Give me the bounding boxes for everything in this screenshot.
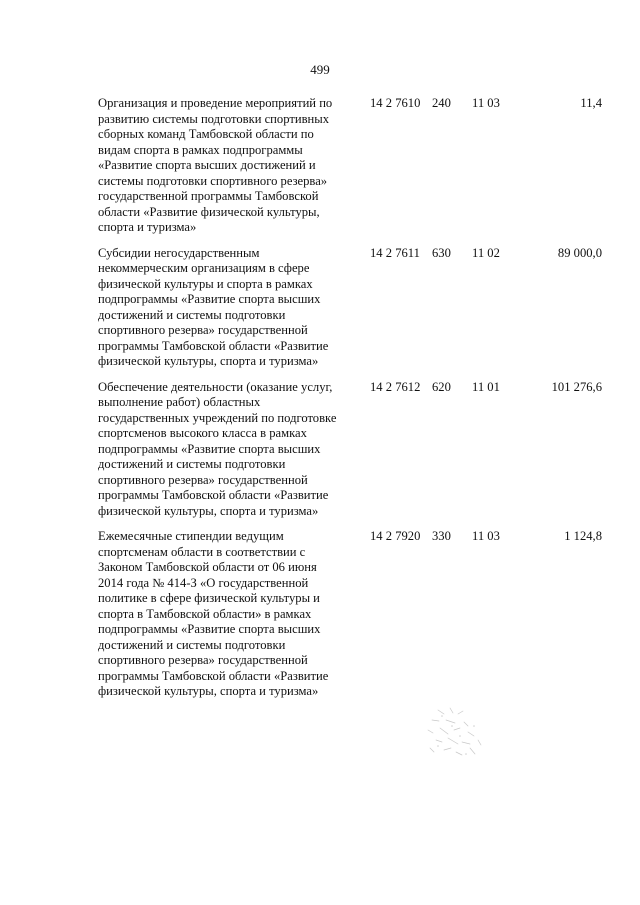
page-number: 499: [310, 62, 330, 77]
row-section-code: 11 03: [472, 529, 500, 543]
row-csr-code: 14 2 7611: [370, 245, 420, 260]
table-row: [98, 380, 602, 520]
row-amount: 89 000,0: [557, 245, 602, 260]
row-amount: 101 276,6: [551, 379, 602, 394]
row-csr-code: 14 2 7612: [370, 379, 421, 394]
table-row: [98, 529, 602, 700]
row-description: Субсидии негосударственным некоммерческим организациям в сфере физической культуры и спорта в рамках подпрограммы «Развитие спорта высших достижений и системы подготовки спортивного резерва» государственной программы Тамбовской области «Развитие физической культуры, спорта и туризма»: [98, 245, 329, 368]
table-row: [98, 246, 602, 370]
row-description: Обеспечение деятельности (оказание услуг, выполнение работ) областных государственных учреждений по подготовке спортсменов высокого класса в рамках подпрограммы «Развитие спорта высших достижений и системы подготовки спортивного резерва» государственной программы Тамбовской области «Развитие физической культуры, спорта и туризма»: [98, 379, 337, 518]
row-vr-code: 240: [432, 96, 451, 110]
row-vr-code: 330: [432, 529, 451, 543]
row-amount: 11,4: [580, 96, 602, 110]
row-description: Ежемесячные стипендии ведущим спортсменам области в соответствии с Законом Тамбовской области от 06 июня 2014 года № 414-З «О государственной политике в сфере физической культуры и спорта в Тамбовской области» в рамках подпрограммы «Развитие спорта высших достижений и системы подготовки спортивного резерва» государственной программы Тамбовской области «Развитие физической культуры, спорта и туризма»: [98, 529, 329, 698]
row-csr-code: 14 2 7920: [370, 529, 421, 543]
row-section-code: 11 02: [472, 245, 500, 260]
row-vr-code: 630: [432, 245, 451, 260]
row-section-code: 11 01: [472, 379, 500, 394]
row-vr-code: 620: [432, 379, 451, 394]
budget-table: [98, 96, 602, 710]
faint-stamp-mark: [418, 702, 488, 762]
row-csr-code: 14 2 7610: [370, 96, 421, 110]
table-row: [98, 96, 602, 236]
row-description: Организация и проведение мероприятий по развитию системы подготовки спортивных сборных команд Тамбовской области по видам спорта в рамках подпрограммы «Развитие спорта высших достижений и системы подготовки спортивного резерва» государственной программы Тамбовской области «Развитие физической культуры, спорта и туризма»: [98, 96, 333, 234]
row-amount: 1 124,8: [564, 529, 602, 543]
row-section-code: 11 03: [472, 96, 500, 110]
